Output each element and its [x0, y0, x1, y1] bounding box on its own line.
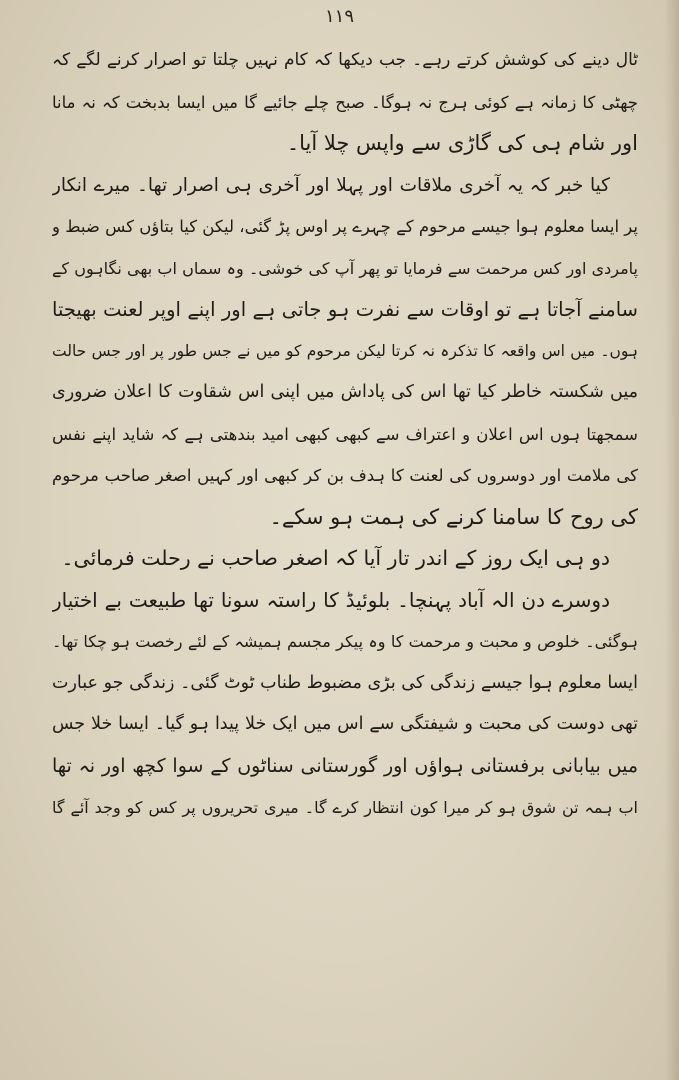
text-line: میں شکستہ خاطر کیا تھا اس کی پاداش میں اپنی اس شقاوت کا اعلان ضروری — [52, 382, 638, 402]
text-line: تھی دوست کی محبت و شیفتگی سے اس میں ایک خلا پیدا ہو گیا۔ ایسا خلا جس — [52, 714, 638, 734]
text-line: کی روح کا سامنا کرنے کی ہمت ہو سکے۔ — [269, 504, 638, 529]
text-line: پر ایسا معلوم ہوا جیسے مرحوم کے چہرے پر اوس پڑ گئی، لیکن کیا بتاؤں کس ضبط و — [52, 217, 638, 236]
text-line: ہوگئی۔ خلوص و محبت و مرحمت کا وہ پیکر مجسم ہمیشہ کے لئے رخصت ہو چکا تھا۔ — [52, 632, 638, 651]
text-line: سامنے آجاتا ہے تو اوقات سے نفرت ہو جاتی ہے اور اپنے اوپر لعنت بھیجتا — [52, 298, 638, 321]
text-line: دو ہی ایک روز کے اندر تار آیا کہ اصغر صاحب نے رحلت فرمائی۔ — [61, 546, 610, 570]
text-line: سمجھتا ہوں اس اعلان و اعتراف سے کبھی کبھی امید بندھتی ہے کہ شاید اپنے نفس — [52, 424, 638, 444]
text-line: ہوں۔ میں اس واقعہ کا تذکرہ نہ کرتا لیکن مرحوم کو میں نے جس طور پر اور جس حالت — [52, 341, 638, 360]
text-line: چھٹی کا زمانہ ہے کوئی ہرج نہ ہوگا۔ صبح چلے جائیے گا میں ایسا بدبخت کہ نہ مانا — [52, 92, 638, 112]
text-line: کیا خبر کہ یہ آخری ملاقات اور پہلا اور آخری ہی اصرار تھا۔ میرے انکار — [52, 174, 610, 196]
text-line: کی ملامت اور دوسروں کی لعنت کا ہدف بن کر کبھی اور کہیں اصغر صاحب مرحوم — [52, 466, 638, 485]
text-line: ٹال دینے کی کوشش کرتے رہے۔ جب دیکھا کہ کام نہیں چلتا تو اصرار کرنے لگے کہ — [52, 50, 638, 70]
text-line: دوسرے دن الہ آباد پہنچا۔ بلوئیڈ کا راستہ سونا تھا طبیعت بے اختیار — [52, 587, 610, 612]
text-line: میں بیابانی برفستانی ہواؤں اور گورستانی سناٹوں کے سوا کچھ اور نہ تھا — [52, 754, 638, 777]
text-line: ایسا معلوم ہوا جیسے زندگی کی بڑی مضبوط طناب ٹوٹ گئی۔ زندگی جو عبارت — [52, 672, 638, 693]
page-number: ۱۱۹ — [324, 6, 354, 27]
body-text — [52, 40, 638, 829]
text-line: اب ہمہ تن شوق ہو کر میرا کون انتظار کرے گا۔ میری تحریروں پر کس کو وجد آئے گا — [52, 798, 638, 817]
page-edge-shadow — [665, 0, 679, 1080]
text-line: اور شام ہی کی گاڑی سے واپس چلا آیا۔ — [286, 131, 638, 155]
text-line: پامردی اور کس مرحمت سے فرمایا تو پھر آپ کی خوشی۔ وہ سماں اب بھی نگاہوں کے — [52, 258, 638, 278]
